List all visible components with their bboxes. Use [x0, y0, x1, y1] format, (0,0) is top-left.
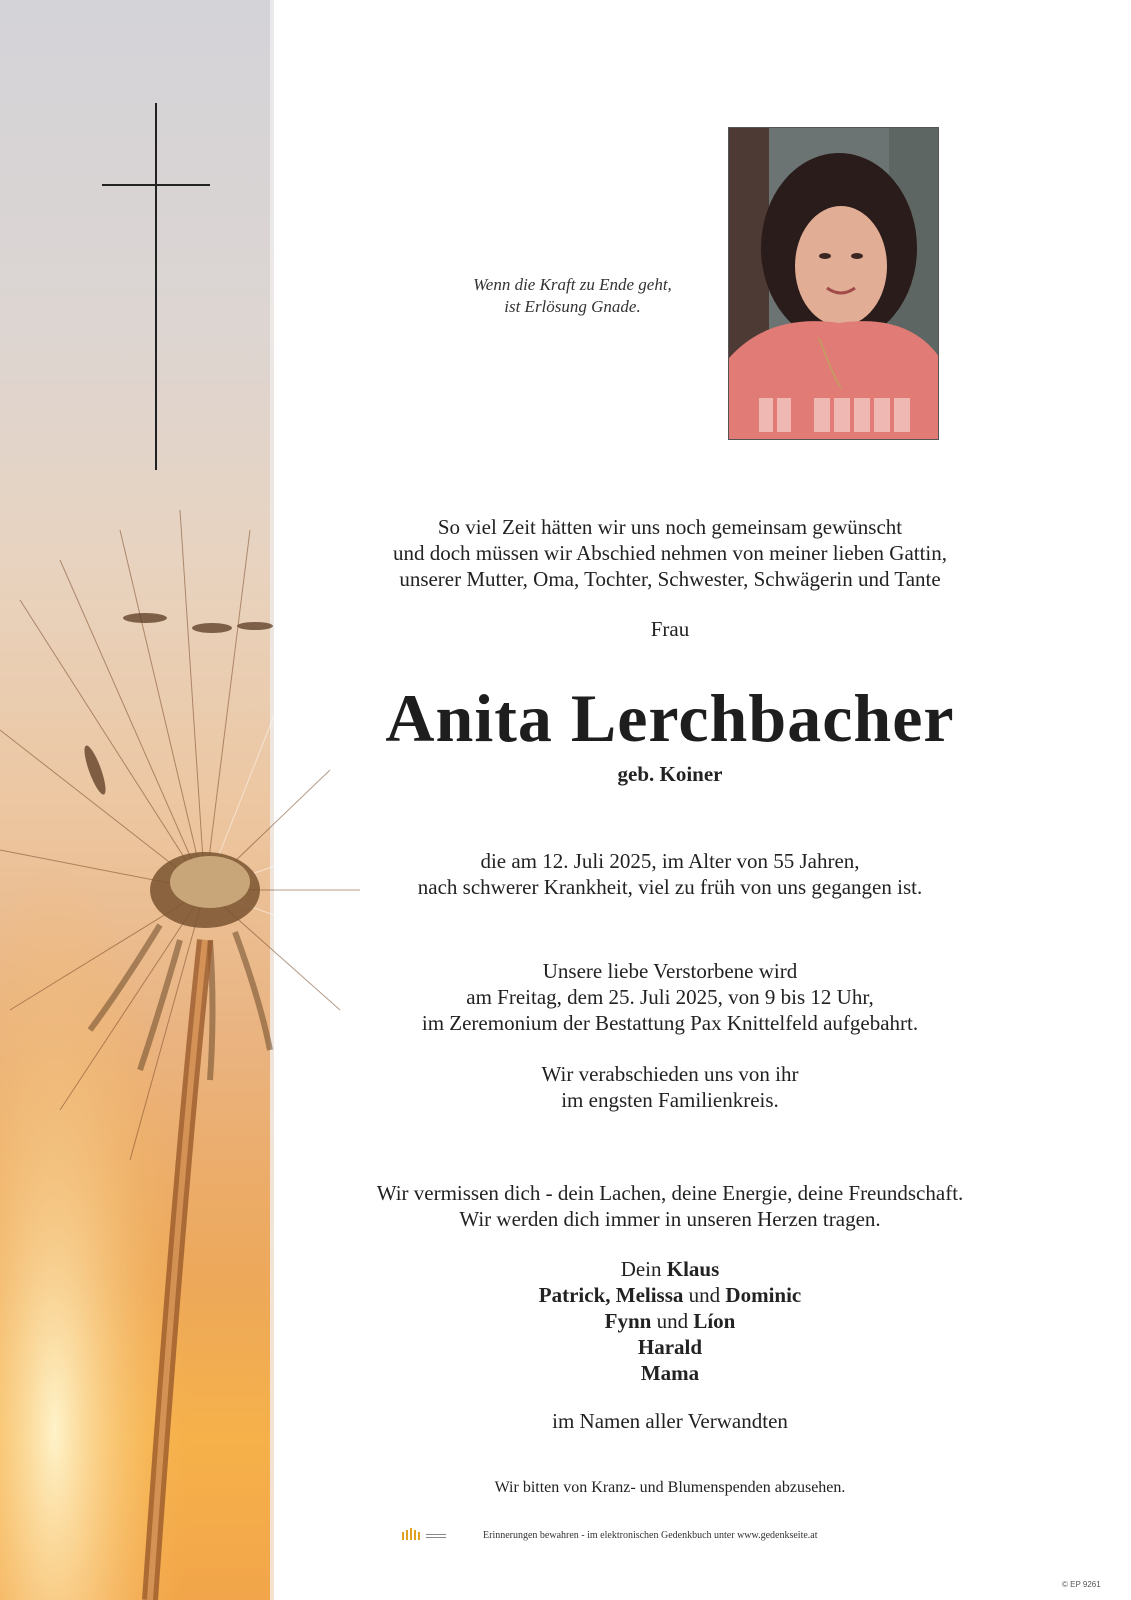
maiden-name-block — [320, 762, 1020, 787]
farewell-line: im engsten Familienkreis. — [561, 1088, 779, 1112]
portrait-photo — [728, 127, 939, 440]
mourner-name: Klaus — [666, 1257, 720, 1281]
mourner-name: Mama — [640, 1361, 700, 1385]
mourner-name: Patrick, Melissa — [538, 1283, 684, 1307]
relatives-text: im Namen aller Verwandten — [552, 1409, 788, 1433]
maiden-name: geb. Koiner — [617, 762, 723, 786]
quote-line: ist Erlösung Gnade. — [504, 297, 641, 316]
viewing-line: im Zeremonium der Bestattung Pax Knittelfeld aufgebahrt. — [421, 1011, 919, 1035]
intro-line: unserer Mutter, Oma, Tochter, Schwester, Schwägerin und Tante — [399, 567, 941, 591]
memory-line: Wir werden dich immer in unseren Herzen tragen. — [459, 1207, 881, 1231]
viewing-text — [320, 958, 1020, 1036]
intro-text — [320, 514, 1020, 592]
intro-line: So viel Zeit hätten wir uns noch gemeinsam gewünscht — [437, 515, 903, 539]
mourner-line — [320, 1256, 1020, 1282]
salutation — [320, 616, 1020, 642]
farewell-text — [320, 1061, 1020, 1113]
footer-text: Erinnerungen bewahren - im elektronischen Gedenkbuch unter www.gedenkseite.at — [483, 1530, 818, 1541]
quote-line: Wenn die Kraft zu Ende geht, — [473, 275, 672, 294]
cross-icon-horizontal — [102, 184, 210, 186]
mourner-conjunction: und — [688, 1283, 721, 1307]
deceased-name-block — [320, 680, 1020, 756]
copyright-mark: © EP 9261 — [1062, 1580, 1101, 1589]
mourners-list — [320, 1256, 1020, 1386]
intro-line: und doch müssen wir Abschied nehmen von meiner lieben Gattin, — [392, 541, 948, 565]
donations-note — [320, 1478, 1020, 1498]
passing-line: nach schwerer Krankheit, viel zu früh von uns gegangen ist. — [417, 875, 923, 899]
memory-line: Wir vermissen dich - dein Lachen, deine Energie, deine Freundschaft. — [376, 1181, 964, 1205]
relatives-note — [320, 1408, 1020, 1434]
cross-icon-vertical — [155, 103, 157, 470]
epigraph-quote — [420, 274, 725, 318]
viewing-line: am Freitag, dem 25. Juli 2025, von 9 bis 12 Uhr, — [466, 985, 874, 1009]
mourner-name: Líon — [693, 1309, 736, 1333]
mourner-name: Dominic — [725, 1283, 802, 1307]
farewell-line: Wir verabschieden uns von ihr — [541, 1062, 799, 1086]
deceased-name: Anita Lerchbacher — [385, 680, 955, 756]
mourner-line — [320, 1334, 1020, 1360]
mourner-prefix: Dein — [620, 1257, 662, 1281]
mourner-name: Fynn — [604, 1309, 652, 1333]
mourner-line — [320, 1360, 1020, 1386]
donations-text: Wir bitten von Kranz- und Blumenspenden abzusehen. — [494, 1479, 846, 1496]
mourner-line — [320, 1282, 1020, 1308]
mourner-conjunction: und — [656, 1309, 689, 1333]
viewing-line: Unsere liebe Verstorbene wird — [542, 959, 798, 983]
passing-text — [320, 848, 1020, 900]
salutation-text: Frau — [650, 617, 690, 641]
gedenkseite-logo-icon — [402, 1528, 450, 1544]
passing-line: die am 12. Juli 2025, im Alter von 55 Jahren, — [480, 849, 860, 873]
mourner-line — [320, 1308, 1020, 1334]
memory-text — [320, 1180, 1020, 1232]
mourner-name: Harald — [637, 1335, 703, 1359]
